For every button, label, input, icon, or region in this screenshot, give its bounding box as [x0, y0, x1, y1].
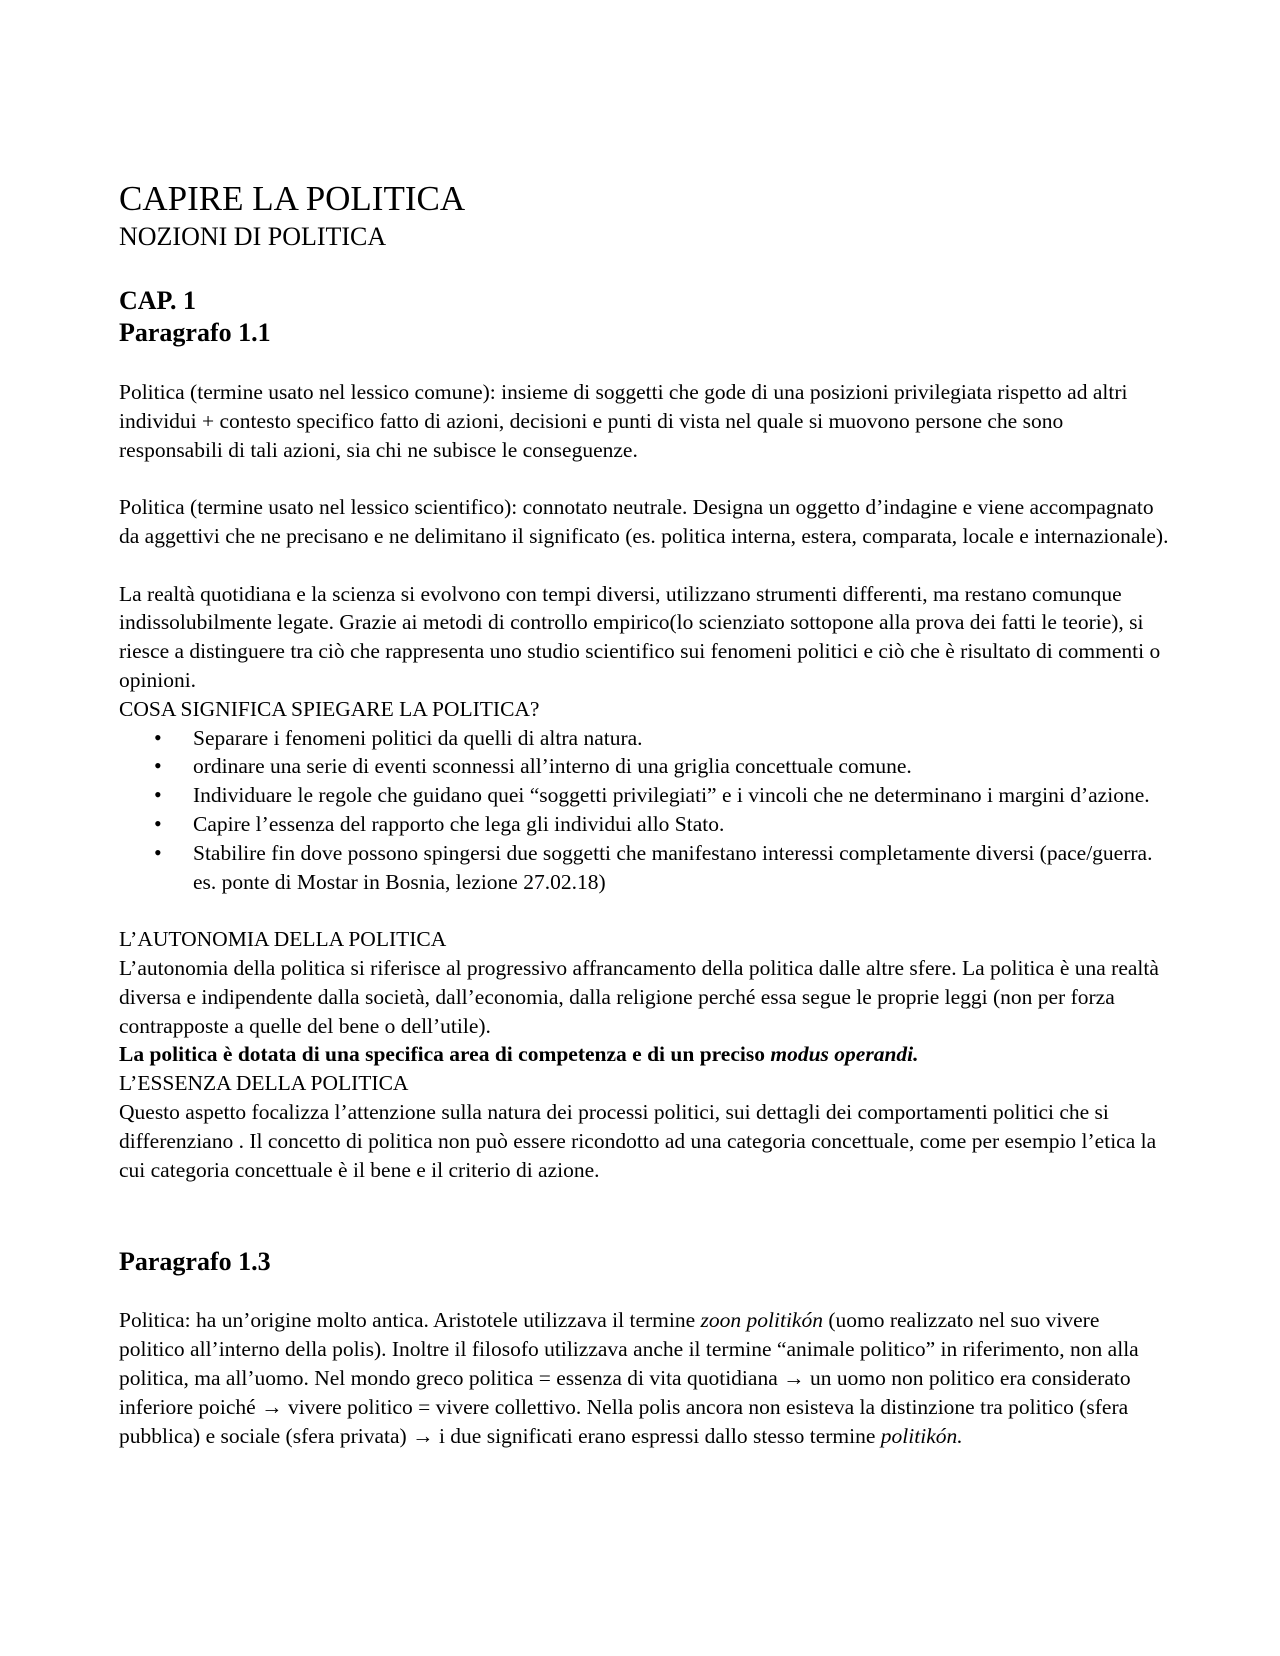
document-body	[119, 178, 1169, 1450]
essenza-heading: L’ESSENZA DELLA POLITICA	[119, 1071, 409, 1096]
question-heading: COSA SIGNIFICA SPIEGARE LA POLITICA?	[119, 696, 540, 721]
paragraph-origin-part2: (uomo realizzato nel suo vivere politico all’interno della polis). Inoltre il filosofo utilizzava anche il termine “animale politico” in riferimento, non alla politica, ma all’uomo. Nel mondo greco politica = essenza di vita quotidiana → un uomo non politico era considerato inferiore poiché → vivere politico = vivere collettivo. Nella polis ancora non esisteva la distinzione tra politico (sfera pubblica) e sociale (sfera privata) → i due significati erano espressi dallo stesso termine	[119, 1308, 1139, 1448]
chapter-heading: CAP. 1	[119, 286, 197, 315]
paragraph-heading-1-3: Paragrafo 1.3	[119, 1247, 271, 1277]
list-item: • Individuare le regole che guidano quei “soggetti privilegiati” e i vincoli che ne determinano i margini d’azione.	[119, 781, 1169, 810]
paragraph-scientific-lexicon: Politica (termine usato nel lessico scientifico): connotato neutrale. Designa un oggetto d’indagine e viene accompagnato da aggettivi che ne precisano e ne delimitano il significato (es. politica interna, estera, comparata, locale e internazionale).	[119, 495, 1169, 548]
list-item: • Stabilire fin dove possono spingersi due soggetti che manifestano interessi completamente diversi (pace/guerra. es. ponte di Mostar in Bosnia, lezione 27.02.18)	[119, 839, 1169, 897]
paragraph-heading-1-1: Paragrafo 1.1	[119, 318, 271, 347]
bold-statement-italic: modus operandi.	[770, 1042, 919, 1067]
document-title: CAPIRE LA POLITICA	[119, 179, 466, 218]
autonomia-heading: L’AUTONOMIA DELLA POLITICA	[119, 927, 447, 952]
list-item: • ordinare una serie di eventi sconnessi all’interno di una griglia concettuale comune.	[119, 752, 1169, 781]
document-subtitle: NOZIONI DI POLITICA	[119, 222, 387, 251]
paragraph-origin-part1: Politica: ha un’origine molto antica. Aristotele utilizzava il termine	[119, 1308, 701, 1333]
bold-statement	[119, 1040, 1169, 1069]
paragraph-origin	[119, 1306, 1169, 1450]
autonomia-text: L’autonomia della politica si riferisce al progressivo affrancamento della politica dalle altre sfere. La politica è una realtà diversa e indipendente dalla società, dall’economia, dalla religione perché essa segue le proprie leggi (non per forza contrapposte a quelle del bene o dell’utile).	[119, 955, 1159, 1038]
list-item: • Separare i fenomeni politici da quelli di altra natura.	[119, 724, 1169, 753]
essenza-text: Questo aspetto focalizza l’attenzione sulla natura dei processi politici, sui dettagli dei comportamenti politici che si differenziano . Il concetto di politica non può essere ricondotto ad una categoria concettuale, come per esempio l’etica la cui categoria concettuale è il bene e il criterio di azione.	[119, 1099, 1157, 1182]
bullet-list	[119, 724, 1169, 897]
paragraph-reality-science: La realtà quotidiana e la scienza si evolvono con tempi diversi, utilizzano strumenti differenti, ma restano comunque indissolubilmente legate. Grazie ai metodi di controllo empirico(lo scienziato sottopone alla prova dei fatti le teorie), si riesce a distinguere tra ciò che rappresenta uno studio scientifico sui fenomeni politici e ciò che è risultato di commenti o opinioni.	[119, 581, 1161, 692]
paragraph-origin-italic2: politikón.	[880, 1423, 963, 1448]
paragraph-origin-italic1: zoon politikón	[700, 1308, 823, 1333]
bold-statement-text: La politica è dotata di una specifica area di competenza e di un preciso	[119, 1042, 771, 1067]
paragraph-common-lexicon: Politica (termine usato nel lessico comune): insieme di soggetti che gode di una posizioni privilegiata rispetto ad altri individui + contesto specifico fatto di azioni, decisioni e punti di vista nel quale si muovono persone che sono responsabili di tali azioni, sia chi ne subisce le conseguenze.	[119, 380, 1128, 462]
list-item: • Capire l’essenza del rapporto che lega gli individui allo Stato.	[119, 810, 1169, 839]
